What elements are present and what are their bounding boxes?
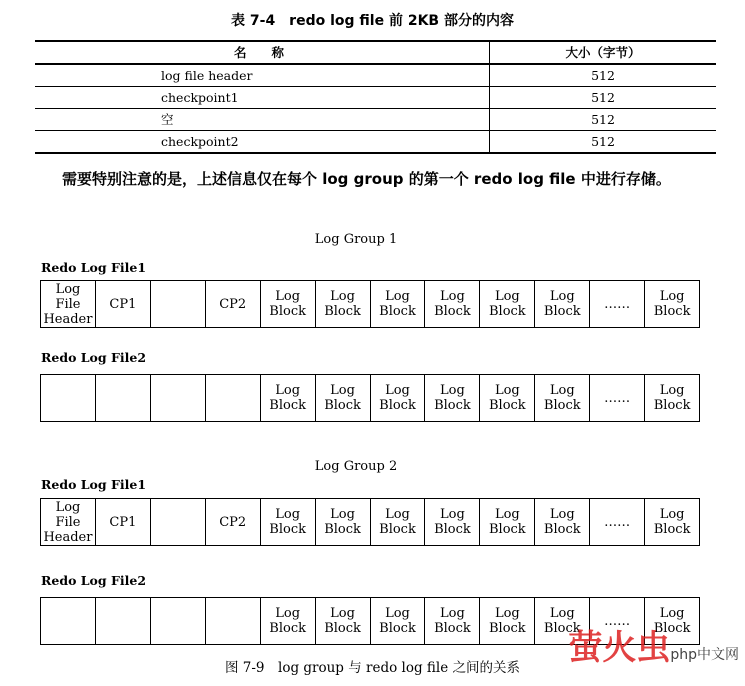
table-cell-name: log file header [35,64,490,87]
watermark-subtext: php中文网 [670,647,739,663]
log-file-cell: Log Block [425,499,480,545]
log-file-cell: CP2 [206,281,261,327]
log-group-2-title: Log Group 2 [314,459,398,474]
log-file-cell: CP1 [96,281,151,327]
table-row [35,87,716,109]
group1-file1-row [40,280,700,328]
log-file-cell: Log Block [480,598,535,644]
log-file-cell: Log Block [535,375,590,421]
table-row [35,109,716,131]
log-file-cell: …… [590,375,645,421]
log-file-cell [151,375,206,421]
log-file-cell: Log Block [316,598,371,644]
log-file-cell: Log Block [261,375,316,421]
log-file-cell: Log Block [425,375,480,421]
log-file-cell [206,375,261,421]
log-file-cell: Log Block [261,499,316,545]
log-group-1-title: Log Group 1 [314,232,398,247]
log-file-cell [96,598,151,644]
log-file-cell: Log Block [425,598,480,644]
group1-file1-label: Redo Log File1 [41,260,147,275]
log-file-cell: Log Block [425,281,480,327]
table-header-row [35,41,716,64]
log-file-cell [151,499,206,545]
figure-caption: 图 7-9 log group 与 redo log file 之间的关系 [224,660,521,676]
table-cell-name: 空 [35,109,490,131]
log-file-cell: Log Block [371,375,426,421]
log-file-cell [96,375,151,421]
watermark-text: 萤火虫 [568,628,671,668]
column-header-name: 名 称 [35,41,490,64]
log-file-cell [151,281,206,327]
table-cell-size: 512 [490,87,717,109]
log-file-cell: Log Block [653,289,691,319]
log-file-cell [206,598,261,644]
log-file-cell: …… [590,499,645,545]
table-caption: 表 7-4 redo log file 前 2KB 部分的内容 [231,13,514,29]
group1-file2-row [40,374,700,422]
log-file-cell: …… [590,281,645,327]
storage-note: 需要特别注意的是，上述信息仅在每个 log group 的第一个 redo log file 中进行存储。 [62,170,671,188]
log-file-cell [41,598,96,644]
log-file-cell: Log Block [535,281,590,327]
log-file-cell: Log Block [371,499,426,545]
log-file-cell: Log Block [480,281,535,327]
log-file-cell: Log Block [371,281,426,327]
table-cell-size: 512 [490,64,717,87]
log-file-cell: Log Block [316,375,371,421]
log-file-cell: Log Block [371,598,426,644]
group2-file1-row [40,498,700,546]
log-file-cell: Log Block [480,499,535,545]
table-cell-size: 512 [490,109,717,131]
group2-file2-label: Redo Log File2 [41,573,147,588]
log-file-cell: CP2 [206,499,261,545]
log-file-cell: Log Block [480,375,535,421]
log-file-cell [151,598,206,644]
watermark-logo [568,620,739,669]
log-file-cell: Log Block [316,281,371,327]
log-file-cell: Log Block [653,383,691,413]
log-file-cell: Log File Header [41,499,96,545]
table-cell-name: checkpoint2 [35,131,490,154]
group1-file2-label: Redo Log File2 [41,350,147,365]
log-file-cell: Log Block [535,499,590,545]
log-file-cell: Log Block [316,499,371,545]
table-row [35,131,716,154]
log-file-cell: …… [590,598,645,644]
log-file-cell: Log Block [653,606,691,636]
log-file-cell [41,375,96,421]
column-header-size: 大小（字节） [490,41,717,64]
log-file-cell: Log File Header [41,281,96,327]
group2-file1-label: Redo Log File1 [41,477,147,492]
table-cell-name: checkpoint1 [35,87,490,109]
log-file-cell: Log Block [653,507,691,537]
log-file-cell: Log Block [535,598,590,644]
redo-log-header-table [35,40,716,154]
log-file-cell: Log Block [261,281,316,327]
log-file-cell: CP1 [96,499,151,545]
table-cell-size: 512 [490,131,717,154]
table-row [35,64,716,87]
log-file-cell: Log Block [261,598,316,644]
